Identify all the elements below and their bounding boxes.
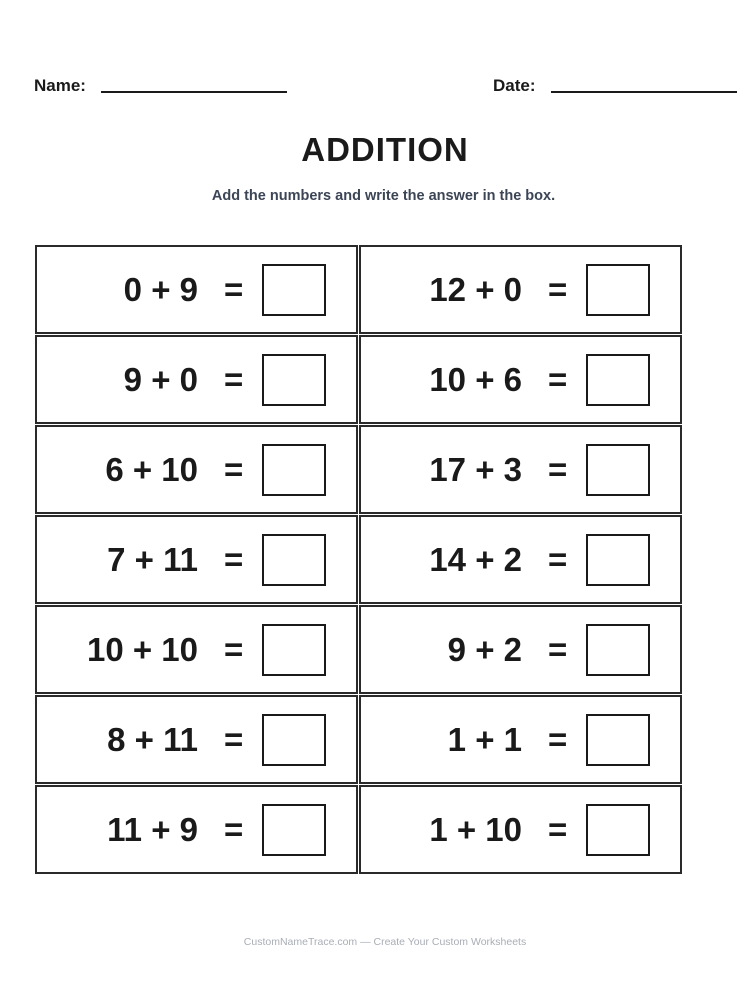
date-label: Date: xyxy=(493,76,536,95)
equals-sign: = xyxy=(224,541,244,578)
problem-expression: 12 + 0 xyxy=(429,271,522,308)
problem-expression: 9 + 0 xyxy=(123,361,198,398)
instructions: Add the numbers and write the answer in the box. xyxy=(211,188,556,204)
problem-expression: 6 + 10 xyxy=(105,451,198,488)
problem-cell xyxy=(35,785,358,874)
equals-sign: = xyxy=(548,451,568,488)
equals-sign: = xyxy=(224,451,244,488)
answer-box[interactable] xyxy=(262,534,326,586)
problem-expression: 10 + 6 xyxy=(429,361,522,398)
answer-box[interactable] xyxy=(586,804,650,856)
answer-box[interactable] xyxy=(586,354,650,406)
equals-sign: = xyxy=(224,271,244,308)
equals-sign: = xyxy=(548,811,568,848)
answer-box[interactable] xyxy=(262,804,326,856)
problem-cell xyxy=(359,245,682,334)
date-write-line[interactable] xyxy=(551,91,737,93)
problem-expression: 7 + 11 xyxy=(107,541,198,578)
page-title: ADDITION xyxy=(301,131,469,168)
problem-expression: 11 + 9 xyxy=(107,811,198,848)
problem-expression: 1 + 1 xyxy=(447,721,522,758)
problem-expression: 17 + 3 xyxy=(429,451,522,488)
equals-sign: = xyxy=(548,541,568,578)
answer-box[interactable] xyxy=(586,534,650,586)
problem-expression: 10 + 10 xyxy=(86,631,198,668)
answer-box[interactable] xyxy=(586,624,650,676)
problem-cell xyxy=(359,335,682,424)
problem-expression: 8 + 11 xyxy=(107,721,198,758)
answer-box[interactable] xyxy=(586,714,650,766)
name-label: Name: xyxy=(34,76,86,95)
name-write-line[interactable] xyxy=(101,91,287,93)
problem-cell xyxy=(35,245,358,334)
problem-expression: 1 + 10 xyxy=(429,811,522,848)
problem-cell xyxy=(359,785,682,874)
answer-box[interactable] xyxy=(262,264,326,316)
problem-cell xyxy=(35,515,358,604)
problem-cell xyxy=(359,425,682,514)
answer-box[interactable] xyxy=(586,444,650,496)
footer-credit: CustomNameTrace.com — Create Your Custom Worksheets xyxy=(243,936,527,948)
problem-cell xyxy=(35,335,358,424)
problem-cell xyxy=(359,605,682,694)
answer-box[interactable] xyxy=(262,624,326,676)
answer-box[interactable] xyxy=(262,354,326,406)
problem-cell xyxy=(35,605,358,694)
answer-box[interactable] xyxy=(262,714,326,766)
equals-sign: = xyxy=(224,631,244,668)
problem-cell xyxy=(359,515,682,604)
answer-box[interactable] xyxy=(262,444,326,496)
equals-sign: = xyxy=(224,811,244,848)
problem-expression: 0 + 9 xyxy=(123,271,198,308)
equals-sign: = xyxy=(224,721,244,758)
equals-sign: = xyxy=(548,631,568,668)
problem-cell xyxy=(35,425,358,514)
problem-expression: 14 + 2 xyxy=(429,541,522,578)
answer-box[interactable] xyxy=(586,264,650,316)
equals-sign: = xyxy=(224,361,244,398)
equals-sign: = xyxy=(548,721,568,758)
problem-expression: 9 + 2 xyxy=(447,631,522,668)
problem-cell xyxy=(35,695,358,784)
problem-cell xyxy=(359,695,682,784)
equals-sign: = xyxy=(548,361,568,398)
equals-sign: = xyxy=(548,271,568,308)
